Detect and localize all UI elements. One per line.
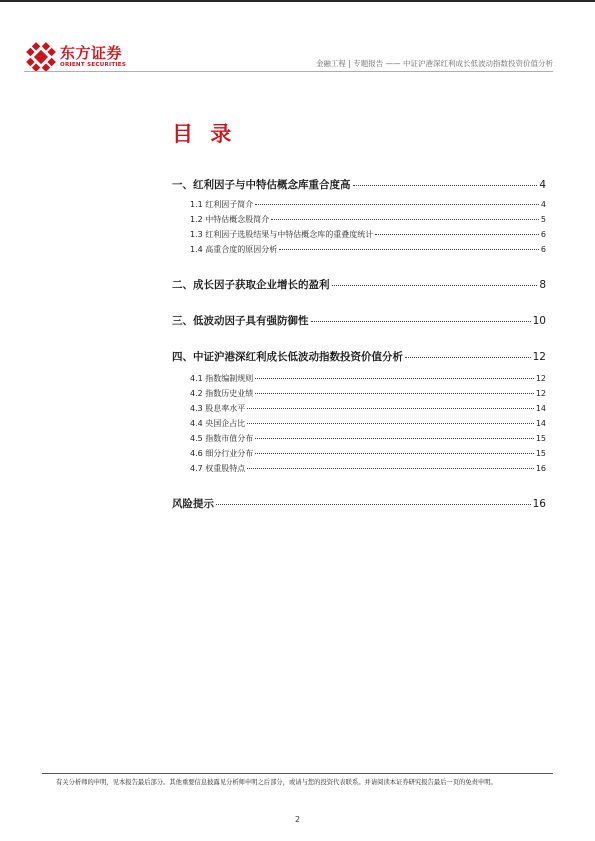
header-divider	[24, 71, 553, 72]
toc-entry-label: 1.4 高重合度的原因分析	[190, 245, 278, 254]
toc-leader-dots	[255, 204, 539, 205]
toc-entry-label: 4.6 细分行业分布	[190, 449, 254, 458]
orient-logo-icon	[24, 40, 58, 74]
toc-leader-dots	[311, 321, 531, 322]
disclaimer-text: 有关分析师的申明，见本报告最后部分。其他重要信息披露见分析师申明之后部分，或请与您的投资代表联系。并请阅读本证券研究报告最后一页的免责申明。	[56, 779, 497, 786]
toc-entry-label: 三、低波动因子具有强防御性	[172, 315, 309, 327]
toc-entry-page: 14	[535, 419, 546, 428]
toc-entry-page: 16	[535, 464, 546, 473]
toc-subsection-entry[interactable]	[190, 463, 546, 474]
toc-entry-page: 12	[532, 351, 546, 363]
toc-entry-label: 四、中证沪港深红利成长低波动指数投资价值分析	[172, 351, 403, 363]
toc-entry-page: 8	[539, 279, 546, 291]
logo-chinese-name: 东方证券	[60, 44, 123, 62]
toc-entry-page: 12	[535, 374, 546, 383]
toc-entry-page: 5	[540, 215, 546, 224]
toc-entry-label: 4.1 指数编制规则	[190, 374, 254, 383]
toc-entry-label: 4.4 央国企占比	[190, 419, 246, 428]
toc-leader-dots	[353, 185, 538, 186]
toc-subsection-entry[interactable]	[190, 229, 546, 240]
toc-entry-label: 1.1 红利因子简介	[190, 200, 254, 209]
toc-subsection-entry[interactable]	[190, 244, 546, 255]
toc-title: 目 录	[172, 122, 237, 146]
toc-section-entry[interactable]	[172, 313, 546, 328]
toc-entry-page: 10	[532, 315, 546, 327]
toc-subsection-entry[interactable]	[190, 373, 546, 384]
toc-leader-dots	[255, 453, 534, 454]
toc-entry-page: 6	[540, 230, 546, 239]
toc-leader-dots	[247, 468, 534, 469]
toc-subsection-entry[interactable]	[190, 214, 546, 225]
toc-entry-page: 14	[535, 404, 546, 413]
toc-entry-label: 1.2 中特估概念股简介	[190, 215, 270, 224]
toc-subsection-entry[interactable]	[190, 418, 546, 429]
toc-leader-dots	[247, 423, 534, 424]
toc-entry-label: 1.3 红利因子选股结果与中特估概念库的重叠度统计	[190, 230, 374, 239]
toc-section-entry[interactable]	[172, 277, 546, 292]
toc-entry-page: 4	[540, 200, 546, 209]
toc-leader-dots	[405, 357, 531, 358]
toc-entry-label: 4.2 指数历史业绩	[190, 389, 254, 398]
toc-leader-dots	[375, 234, 539, 235]
toc-leader-dots	[271, 219, 539, 220]
toc-section-entry[interactable]	[172, 349, 546, 364]
page-number: 2	[294, 815, 301, 824]
toc-entry-label: 4.3 股息率水平	[190, 404, 246, 413]
logo-english-name: ORIENT SECURITIES	[60, 62, 127, 68]
toc-entry-label: 一、红利因子与中特估概念库重合度高	[172, 179, 351, 191]
toc-entry-label: 4.7 权重股特点	[190, 464, 246, 473]
toc-subsection-entry[interactable]	[190, 448, 546, 459]
toc-entry-page: 12	[535, 389, 546, 398]
toc-leader-dots	[255, 378, 534, 379]
footer-divider	[42, 773, 553, 774]
toc-leader-dots	[279, 249, 539, 250]
toc-entry-label: 风险提示	[172, 498, 214, 510]
toc-entry-page: 4	[539, 179, 546, 191]
toc-subsection-entry[interactable]	[190, 433, 546, 444]
top-border	[0, 0, 595, 2]
toc-entry-page: 15	[535, 449, 546, 458]
toc-leader-dots	[332, 285, 538, 286]
toc-leader-dots	[247, 408, 534, 409]
toc-section-entry[interactable]	[172, 496, 546, 511]
toc-subsection-entry[interactable]	[190, 199, 546, 210]
toc-subsection-entry[interactable]	[190, 388, 546, 399]
toc-leader-dots	[255, 438, 534, 439]
toc-entry-page: 15	[535, 434, 546, 443]
toc-leader-dots	[255, 393, 534, 394]
toc-section-entry[interactable]	[172, 177, 546, 192]
toc-subsection-entry[interactable]	[190, 403, 546, 414]
toc-entry-label: 4.5 指数市值分布	[190, 434, 254, 443]
toc-entry-label: 二、成长因子获取企业增长的盈利	[172, 279, 330, 291]
report-breadcrumb: 金融工程 | 专题报告 —— 中证沪港深红利成长低波动指数投资价值分析	[315, 59, 553, 68]
toc-entry-page: 6	[540, 245, 546, 254]
toc-entry-page: 16	[532, 498, 546, 510]
toc-leader-dots	[216, 504, 531, 505]
